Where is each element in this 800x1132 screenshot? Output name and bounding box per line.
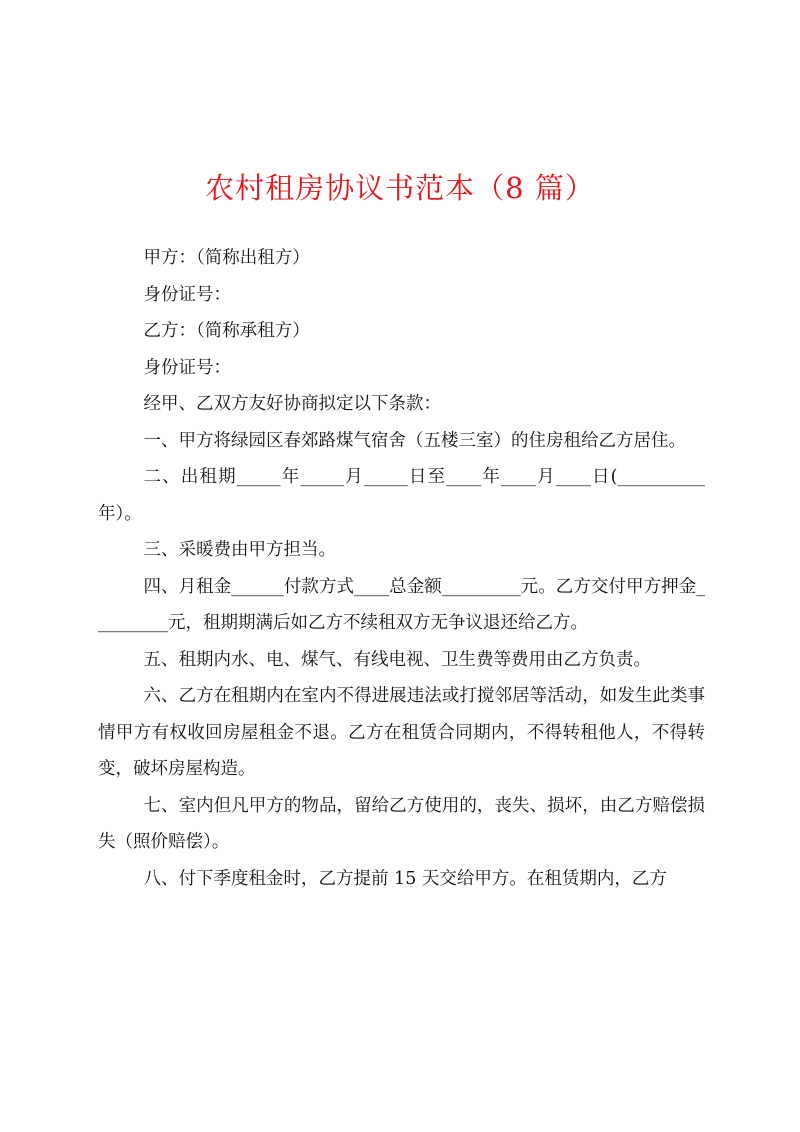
clause-1: 一、甲方将绿园区春郊路煤气宿舍（五楼三室）的住房租给乙方居住。	[143, 430, 686, 451]
clause-7: 七、室内但凡甲方的物品，留给乙方使用的，丧失、损坏，由乙方赔偿损失（照价赔偿）。	[98, 795, 705, 852]
document-body	[98, 240, 705, 897]
clause-4: 四、月租金______付款方式____总金额_________元。乙方交付甲方押金_________元，租期期满后如乙方不续租双方无争议退还给乙方。	[98, 576, 705, 633]
clause-5: 五、租期内水、电、煤气、有线电视、卫生费等费用由乙方负责。	[143, 649, 651, 670]
party-a-line: 甲方：（简称出租方）	[143, 248, 310, 268]
party-b-id-line: 身份证号：	[143, 357, 231, 378]
clause-2: 二、出租期_____年_____月_____日至____年____月____日(__________年）。	[98, 467, 705, 524]
agreement-intro: 经甲、乙双方友好协商拟定以下条款：	[143, 394, 441, 414]
clause-8: 八、付下季度租金时，乙方提前 15 天交给甲方。在租赁期内，乙方	[143, 868, 667, 889]
party-a-id-line: 身份证号：	[143, 284, 231, 305]
clause-6: 六、乙方在租期内在室内不得进展违法或打搅邻居等活动，如发生此类事情甲方有权收回房屋租金不退。乙方在租赁合同期内，不得转租他人，不得转变，破坏房屋构造。	[98, 686, 705, 779]
document-title: 农村租房协议书范本（8 篇）	[205, 171, 595, 205]
clause-3: 三、采暖费由甲方担当。	[143, 540, 336, 560]
party-b-line: 乙方：（简称承租方）	[143, 321, 310, 341]
